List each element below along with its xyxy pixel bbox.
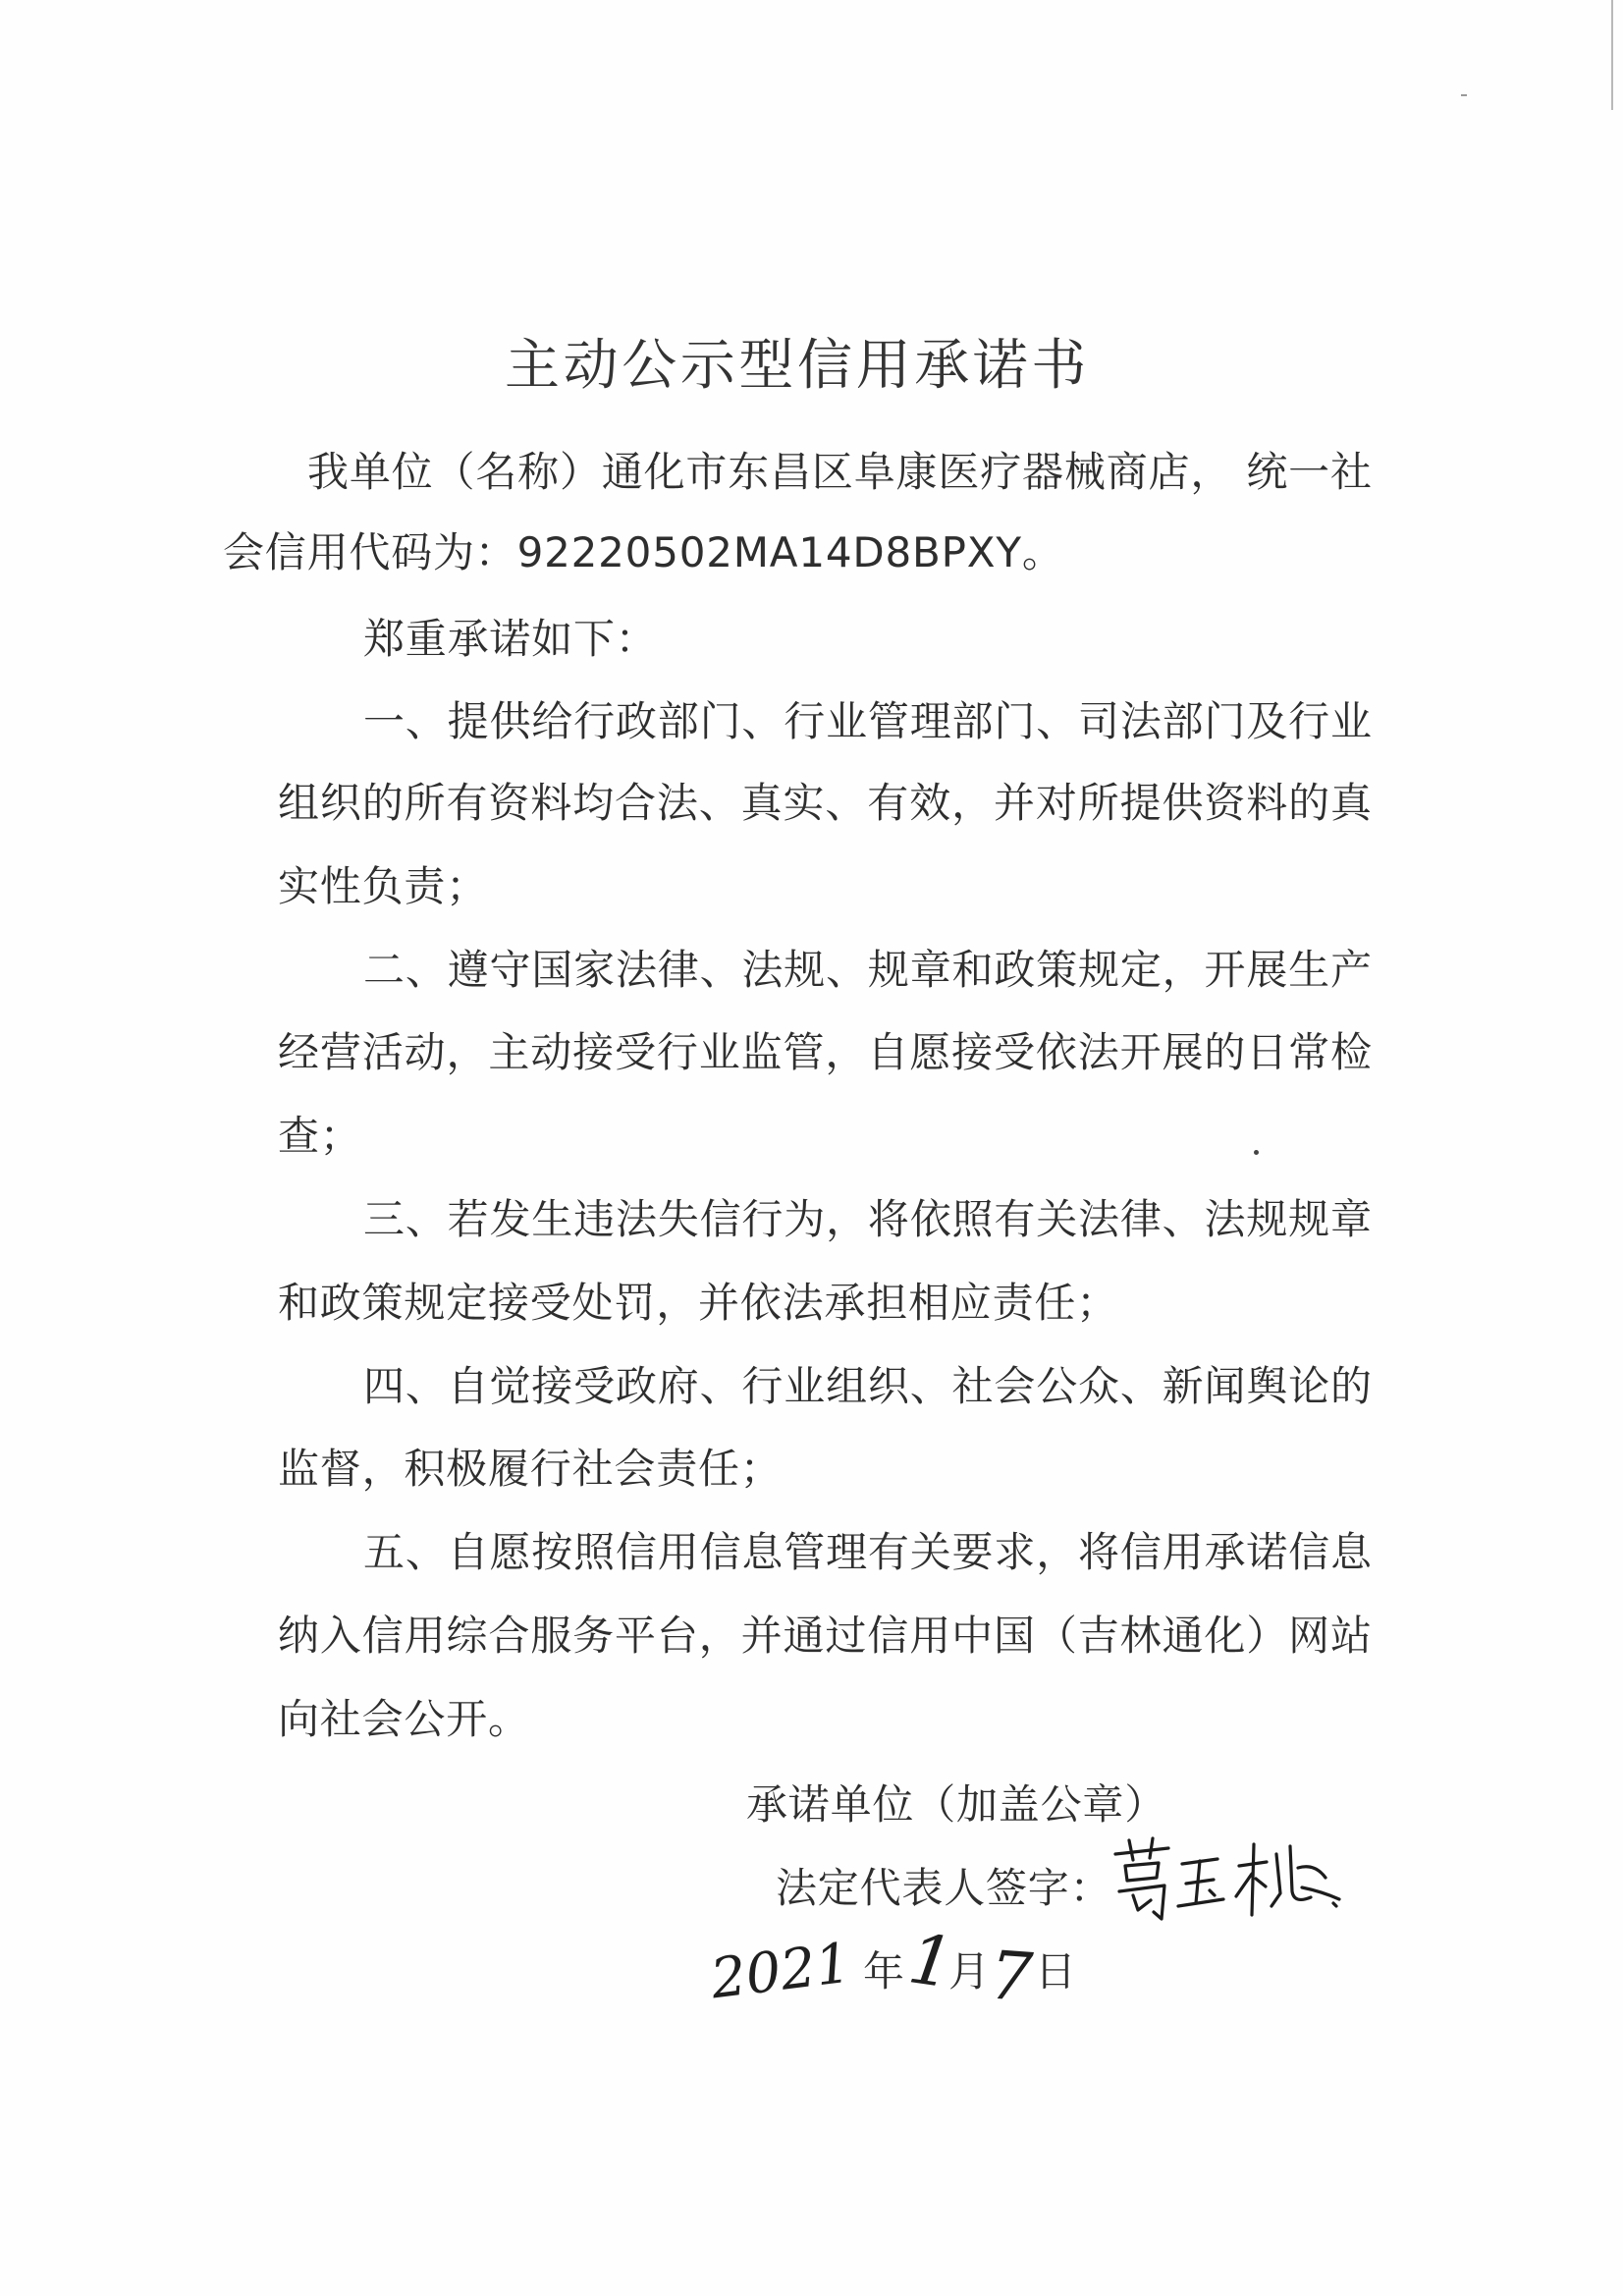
month-suffix: 月 — [948, 1947, 991, 1995]
commitment-2-line-3: 查； — [278, 1112, 362, 1160]
day-suffix: 日 — [1035, 1947, 1077, 1995]
document-title: 主动公示型信用承诺书 — [505, 334, 1090, 398]
scan-edge — [1611, 0, 1613, 110]
scan-mark — [1461, 94, 1467, 96]
intro-line-2: 会信用代码为：92220502MA14D8BPXY。 — [223, 528, 1064, 576]
commitment-5-line-3: 向社会公开。 — [278, 1695, 530, 1743]
year-suffix: 年 — [863, 1947, 905, 1995]
commitment-2-line-2: 经营活动，主动接受行业监管，自愿接受依法开展的日常检 — [278, 1028, 1372, 1076]
scan-speck — [1254, 1150, 1259, 1155]
commitment-5-line-2: 纳入信用综合服务平台，并通过信用中国（吉林通化）网站 — [278, 1612, 1372, 1660]
commitment-1-line-1: 一、提供给行政部门、行业管理部门、司法部门及行业 — [363, 697, 1372, 745]
handwritten-month: 1 — [903, 1918, 959, 2004]
intro-line-1: 我单位（名称）通化市东昌区阜康医疗器械商店， 统一社 — [307, 448, 1372, 496]
legal-representative-label: 法定代表人签字： — [776, 1864, 1112, 1912]
handwritten-year: 2021 — [707, 1931, 854, 2012]
commitment-4-line-1: 四、自觉接受政府、行业组织、社会公众、新闻舆论的 — [363, 1362, 1372, 1410]
handwritten-signature — [1108, 1834, 1343, 1933]
commitment-lead: 郑重承诺如下： — [363, 615, 658, 663]
pledging-unit-label: 承诺单位（加盖公章） — [746, 1780, 1167, 1829]
commitment-3-line-2: 和政策规定接受处罚，并依法承担相应责任； — [278, 1279, 1119, 1327]
commitment-1-line-2: 组织的所有资料均合法、真实、有效，并对所提供资料的真 — [278, 779, 1372, 827]
commitment-4-line-2: 监督，积极履行社会责任； — [278, 1445, 783, 1493]
commitment-2-line-1: 二、遵守国家法律、法规、规章和政策规定，开展生产 — [363, 946, 1372, 994]
commitment-3-line-1: 三、若发生违法失信行为，将依照有关法律、法规规章 — [363, 1195, 1372, 1243]
commitment-5-line-1: 五、自愿按照信用信息管理有关要求，将信用承诺信息 — [363, 1528, 1372, 1576]
handwritten-day: 7 — [987, 1937, 1036, 2018]
commitment-1-line-3: 实性负责； — [278, 862, 489, 910]
